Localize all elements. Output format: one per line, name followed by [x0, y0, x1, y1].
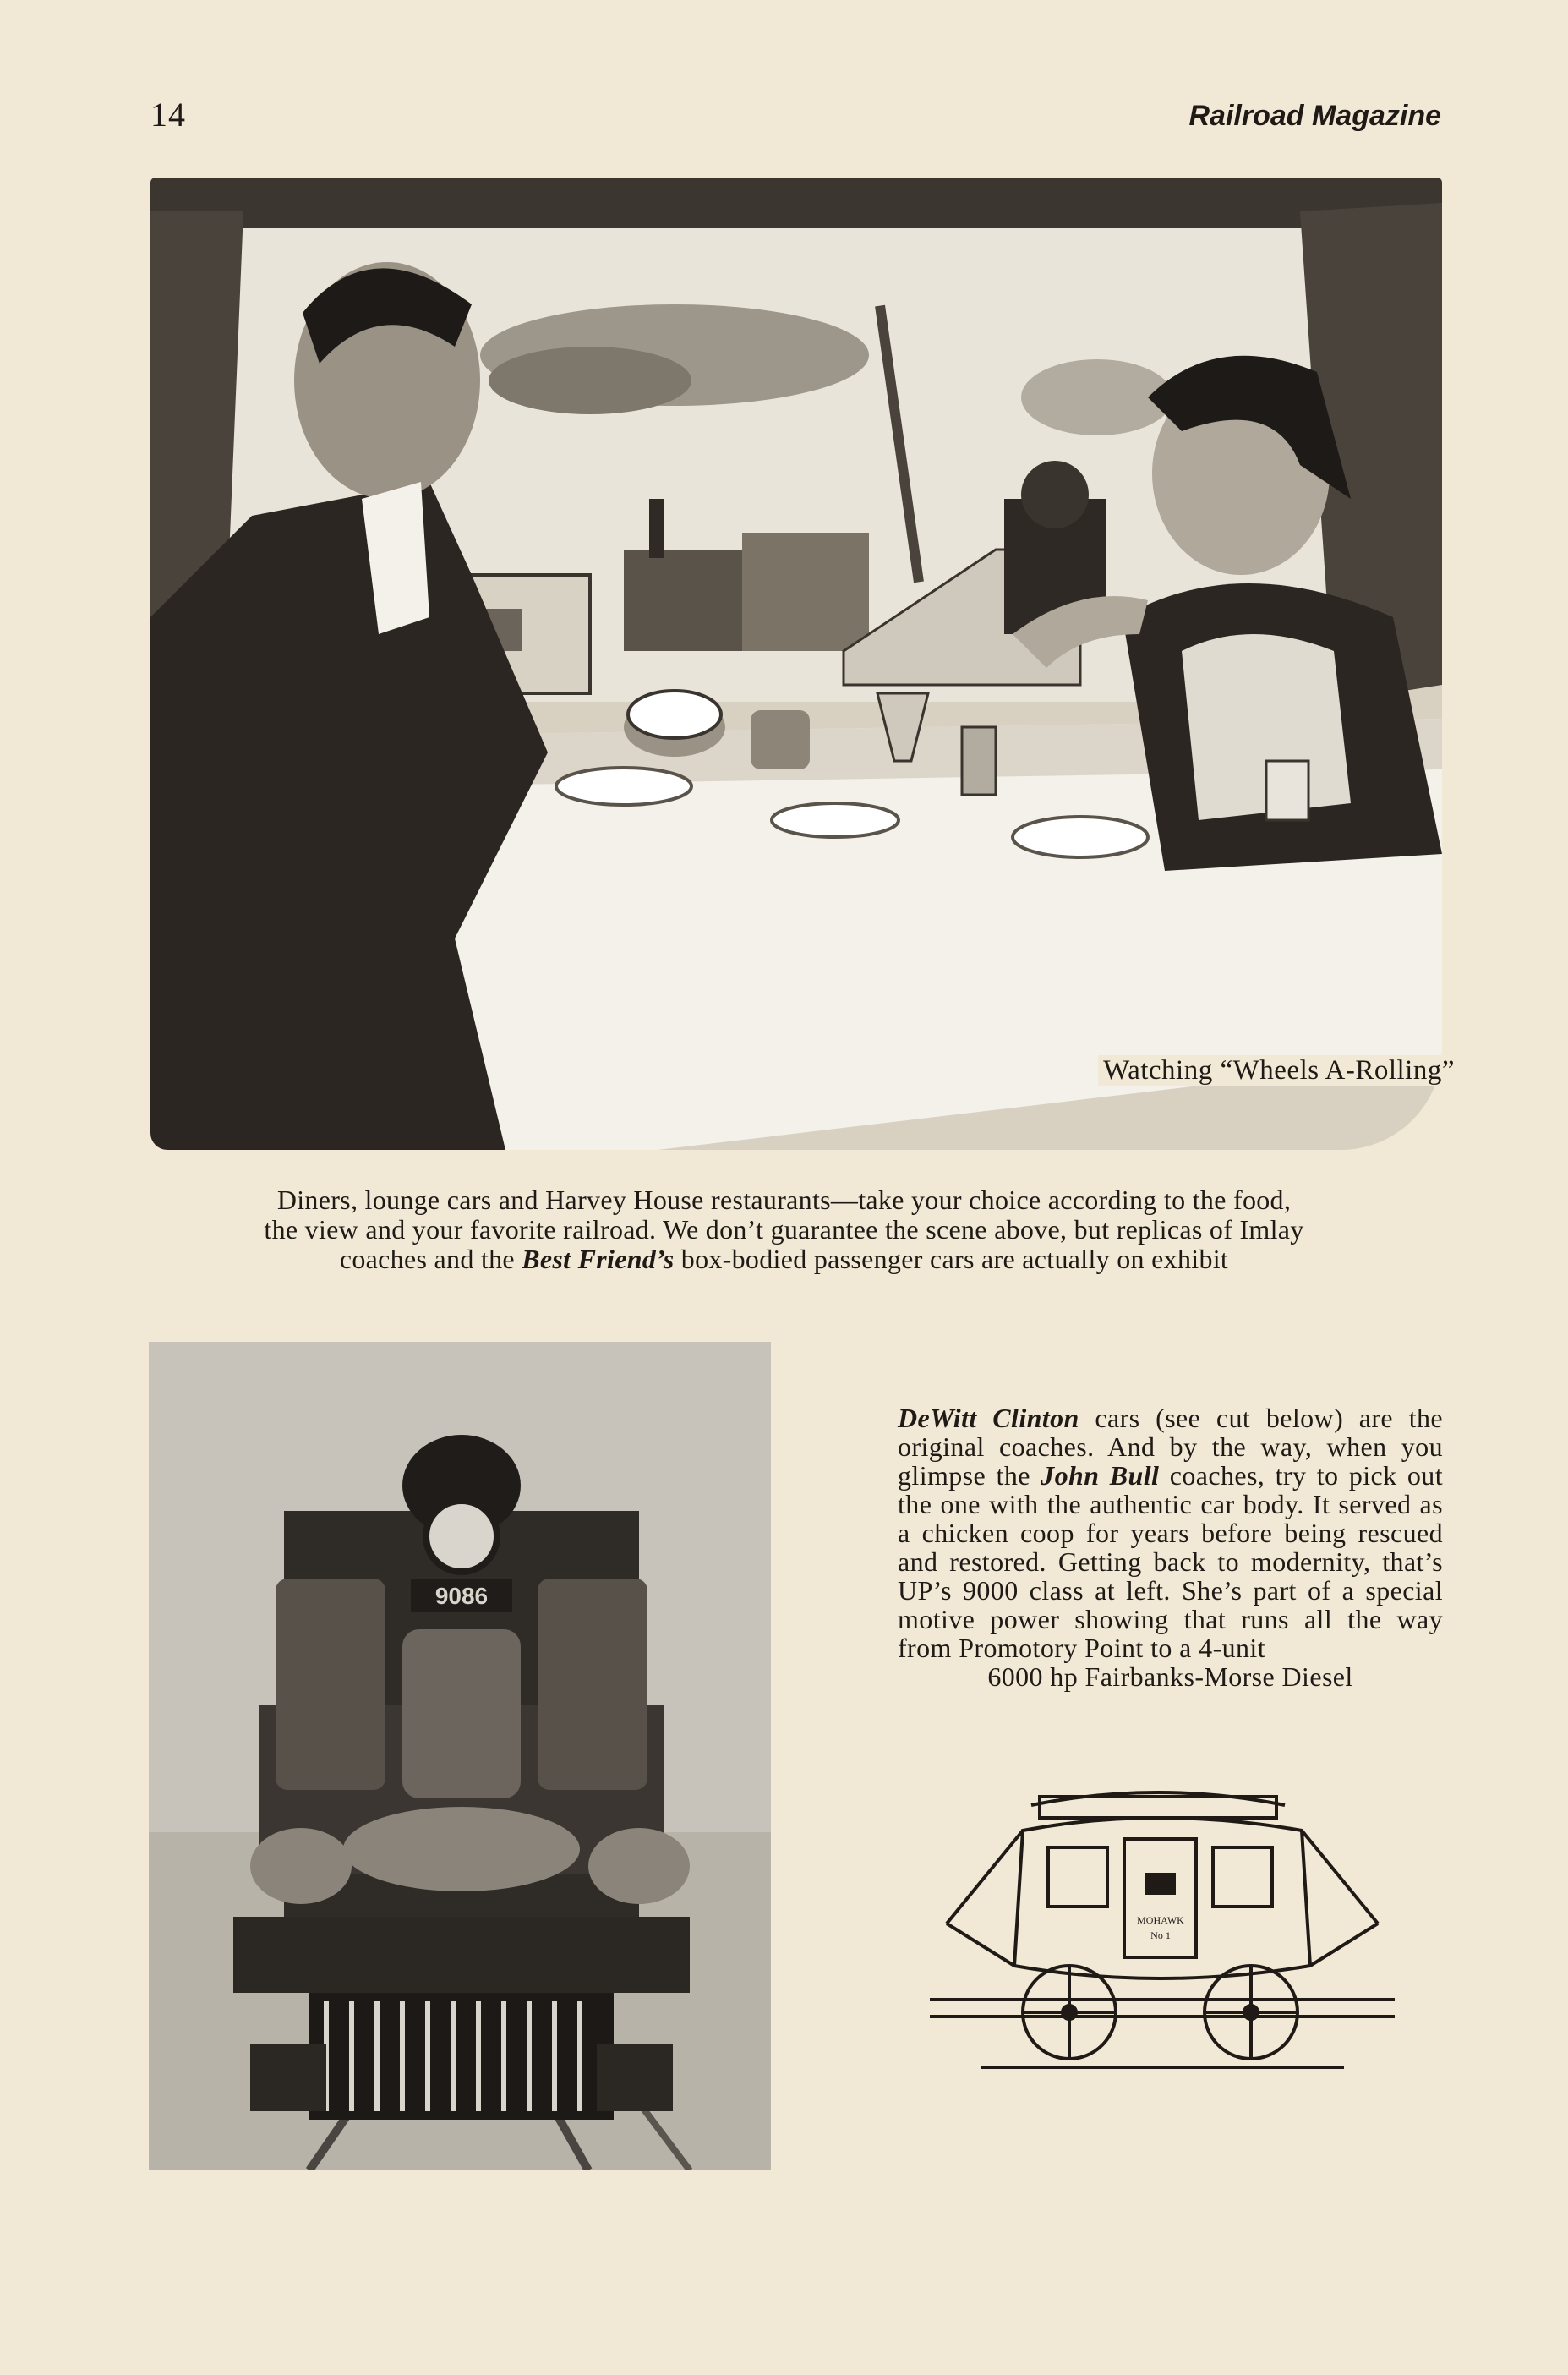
john-bull-name: John Bull — [1041, 1460, 1160, 1491]
locomotive-photo — [149, 1342, 771, 2170]
side-paragraph — [898, 1404, 1443, 1662]
coach-door-label: MOHAWK — [1137, 1914, 1184, 1926]
main-caption-line: Diners, lounge cars and Harvey House restaurants—take your choice according to the food, — [276, 1185, 1292, 1215]
caption-text: box-bodied passenger cars are actually on exhibit — [674, 1244, 1229, 1274]
locomotive-front-view — [149, 1342, 771, 2170]
magazine-title: Railroad Magazine — [1188, 100, 1441, 132]
main-caption — [127, 1185, 1441, 1274]
side-article-text — [898, 1404, 1443, 1691]
dewitt-clinton-coach-drawing — [930, 1771, 1395, 2097]
illustration-caption: Watching “Wheels A-Rolling” — [1098, 1055, 1460, 1086]
best-friend-name: Best Friend’s — [522, 1244, 675, 1274]
dewitt-clinton-name: DeWitt Clinton — [898, 1403, 1079, 1433]
dining-car-illustration — [150, 178, 1442, 1150]
stagecoach-car-sketch — [930, 1771, 1395, 2097]
dining-scene-drawing — [150, 178, 1442, 1150]
page-number: 14 — [150, 96, 186, 134]
side-text-part: coaches, try to pick out the one with the authentic car body. It served as a chicken coop for years before being rescued and restored. Getting back to modernity, that’s UP’s 9000 class at left. She’s part of a special motive power showing that runs all the way from Promotory Point to a 4-unit — [898, 1460, 1444, 1663]
side-text-last-line: 6000 hp Fairbanks-Morse Diesel — [987, 1661, 1353, 1692]
side-text-part: cars (see cut below) are the original coaches. And by the way, when you glimpse the — [898, 1403, 1443, 1491]
number-plate: 9086 — [434, 1583, 489, 1609]
main-caption-line — [127, 1245, 1441, 1274]
main-caption-line: the view and your favorite railroad. We don’t guarantee the scene above, but replicas of Imlay — [264, 1214, 1304, 1245]
caption-text: coaches and the — [339, 1244, 522, 1274]
coach-door-number: No 1 — [1150, 1929, 1171, 1941]
